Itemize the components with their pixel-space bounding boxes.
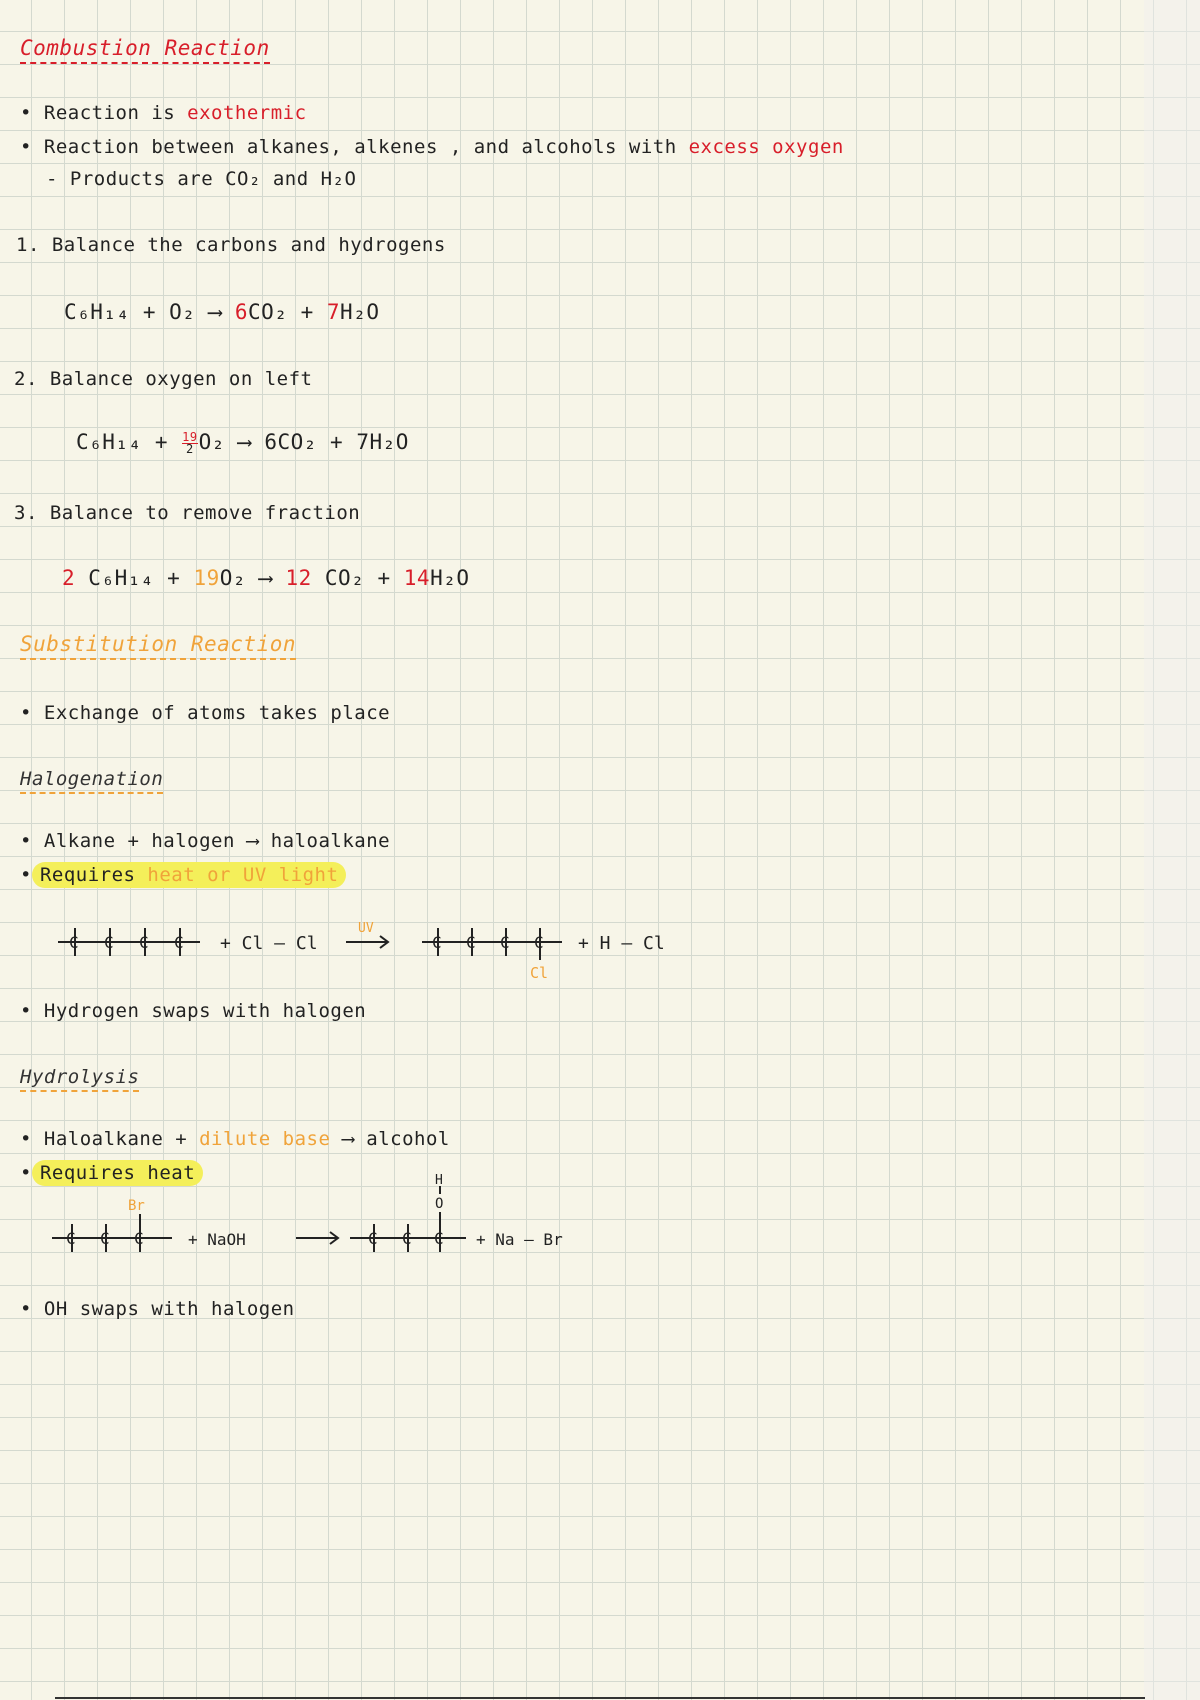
combustion-bullet-exothermic: • Reaction is exothermic xyxy=(20,102,307,124)
hydrolysis-bullet-requires: • Requires heat xyxy=(20,1162,203,1184)
substitution-bullet: • Exchange of atoms takes place xyxy=(20,702,391,724)
bottom-divider xyxy=(55,1697,1145,1699)
combustion-products-note: - Products are CO₂ and H₂O xyxy=(46,168,357,190)
carbon-1: C xyxy=(66,1229,76,1248)
page-edge xyxy=(1144,0,1200,1700)
carbon-3: C xyxy=(500,933,510,952)
highlight-requires-heat: Requires heat xyxy=(32,1160,203,1186)
carbon-3: C xyxy=(434,1229,444,1248)
carbon-1: C xyxy=(69,933,79,952)
hydrogen-chloride-product: + H – Cl xyxy=(578,933,665,954)
reaction-arrow xyxy=(296,1232,338,1244)
equation-step-1: C₆H₁₄ + O₂ ⟶ 6CO₂ + 7H₂O xyxy=(64,300,380,324)
carbon-2: C xyxy=(466,933,476,952)
bromine-substituent: Br xyxy=(128,1198,145,1214)
carbon-2: C xyxy=(100,1229,110,1248)
carbon-4: C xyxy=(534,933,544,952)
carbon-2: C xyxy=(402,1229,412,1248)
hydroxyl-oxygen: O xyxy=(435,1196,444,1212)
combustion-bullet-reactants: • Reaction between alkanes, alkenes , and alcohols with excess oxygen xyxy=(20,136,844,158)
sodium-bromide-product: + Na – Br xyxy=(476,1230,563,1249)
halogenation-bullet-reaction: • Alkane + halogen ⟶ haloalkane xyxy=(20,830,391,852)
step-2-text: 2. Balance oxygen on left xyxy=(14,368,313,390)
step-3-text: 3. Balance to remove fraction xyxy=(14,502,361,524)
equation-step-3: 2 C₆H₁₄ + 19O₂ ⟶ 12 CO₂ + 14H₂O xyxy=(62,566,470,590)
chlorine-substituent: Cl xyxy=(530,964,549,982)
hydrolysis-heading: Hydrolysis xyxy=(20,1066,139,1092)
hydrolysis-bullet-swap: • OH swaps with halogen xyxy=(20,1298,295,1320)
carbon-2: C xyxy=(104,933,114,952)
chlorine-reagent: + Cl – Cl xyxy=(220,933,318,954)
equation-step-2: C₆H₁₄ + $\frac{19}{2}$ O₂ ⟶ 6CO₂ + 7H₂O xyxy=(76,429,409,456)
hydroxyl-hydrogen: H xyxy=(435,1173,443,1188)
naoh-reagent: + NaOH xyxy=(188,1230,246,1249)
combustion-heading: Combustion Reaction xyxy=(20,36,270,64)
carbon-4: C xyxy=(174,933,184,952)
carbon-3: C xyxy=(134,1229,144,1248)
highlight-requires-heat-uv: Requires heat or UV light xyxy=(32,862,346,888)
reaction-arrow xyxy=(346,936,388,948)
carbon-3: C xyxy=(139,933,149,952)
uv-condition: UV xyxy=(358,921,374,936)
halogenation-heading: Halogenation xyxy=(20,768,163,794)
step-1-text: 1. Balance the carbons and hydrogens xyxy=(16,234,446,256)
hydrolysis-structure-equation xyxy=(44,1172,604,1262)
halogenation-structure-equation xyxy=(50,912,690,992)
hydrolysis-bullet-reaction: • Haloalkane + dilute base ⟶ alcohol xyxy=(20,1128,450,1150)
halogenation-bullet-swap: • Hydrogen swaps with halogen xyxy=(20,1000,367,1022)
substitution-heading: Substitution Reaction xyxy=(20,632,296,660)
carbon-1: C xyxy=(432,933,442,952)
fraction-19-over-2: $\frac{19}{2}$ xyxy=(182,429,198,456)
carbon-1: C xyxy=(368,1229,378,1248)
halogenation-bullet-requires: • Requires heat or UV light xyxy=(20,864,346,886)
